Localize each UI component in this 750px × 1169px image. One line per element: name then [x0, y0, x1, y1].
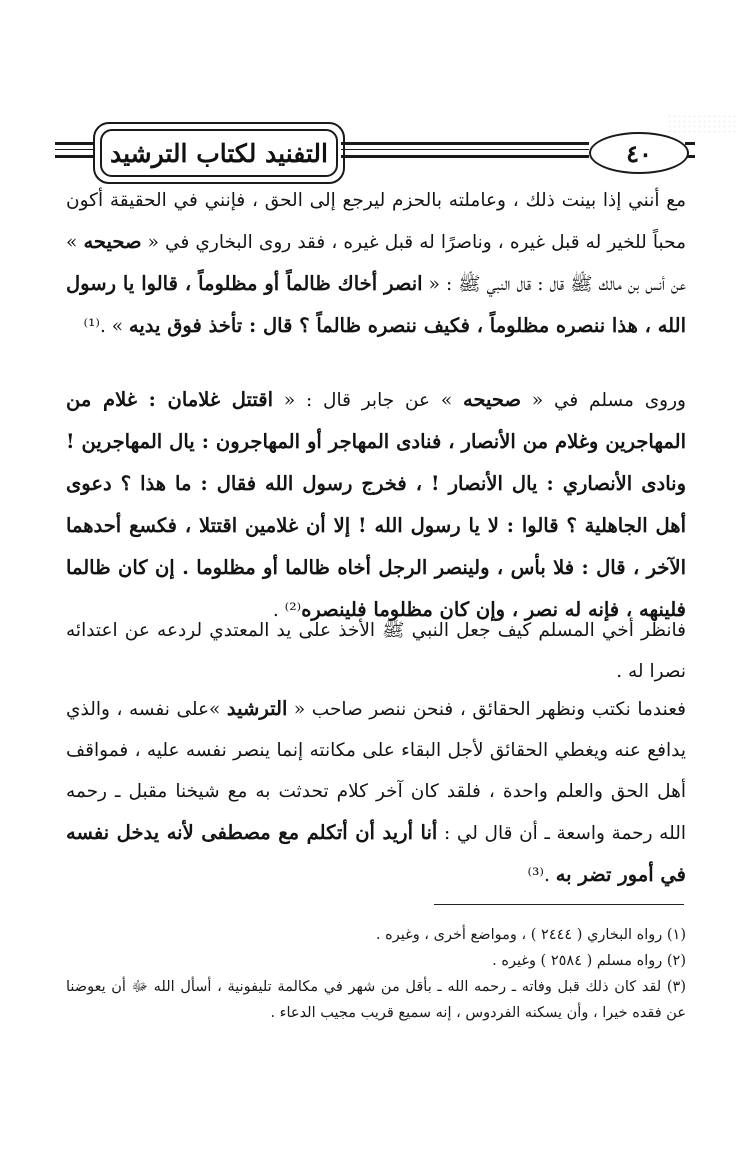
- paragraph-4: [66, 688, 686, 896]
- page-number-oval: [589, 132, 689, 174]
- p1-text: مع أنني إذا بينت ذلك ، وعاملته بالحزم ليرجع إلى الحق ، فإنني في الحقيقة أكون محباً للخير له قبل غيره ، وناصرًا له قبل غيره ، فقد روى البخاري في «: [66, 190, 686, 253]
- p2-footnote-ref: ⁽²⁾ .: [272, 600, 302, 621]
- title-frame-inner: [100, 129, 338, 177]
- scan-speckle: [667, 114, 737, 134]
- footnote-1: (١) رواه البخاري ( ٢٤٤٤ ) ، ومواضع أخرى ، وغيره .: [375, 927, 686, 943]
- footnote-3: (٣) لقد كان ذلك قبل وفاته ـ رحمه الله ـ بأقل من شهر في مكالمة تليفونية ، أسأل الله ﷻ أن يعوضنا عن فقده خيرا ، وأن يسكنه الفردوس ، إنه سميع قريب مجيب الدعاء .: [66, 979, 686, 1021]
- header-rule: [685, 142, 695, 145]
- p4-footnote-ref: .⁽³⁾: [527, 865, 556, 886]
- p2-text: وروى مسلم في «: [521, 390, 686, 411]
- p4-book-name: الترشيد: [226, 697, 288, 720]
- p2-text: » عن جابر قال : «: [273, 390, 463, 411]
- paragraph-2: [66, 379, 686, 631]
- paragraph-3: فانظر أخي المسلم كيف جعل النبي ﷺ الأخذ على يد المعتدي لردعه عن اعتدائه نصرا له .: [66, 620, 686, 682]
- header-rule: [55, 142, 93, 145]
- p2-source: صحيحه: [463, 388, 522, 411]
- footnotes: [66, 922, 686, 1026]
- header-rule: [341, 149, 589, 150]
- page-title: التفنيد لكتاب الترشيد: [109, 138, 328, 168]
- title-frame: [93, 122, 345, 184]
- header-rule: [341, 155, 589, 158]
- header-rule: [55, 149, 93, 150]
- p1-text: » عن أنس بن مالك ﷺ قال : قال النبي ﷺ : «: [66, 232, 686, 295]
- header-rule: [341, 142, 589, 145]
- p1-footnote-ref: » .⁽¹⁾: [83, 316, 129, 337]
- p1-hadith: انصر أخاك ظالماً أو مظلوماً ، قالوا يا رسول الله ، هذا ننصره مظلوماً ، فكيف ننصره ظالماً ؟ قال : تأخذ فوق يديه: [66, 272, 686, 337]
- p4-text: »على نفسه ، والذي يدافع عنه ويغطي الحقائق لأجل البقاء على مكانته إنما ينصر نفسه عليه ، فمواقف أهل الحق والعلم واحدة ، فلقد كان آخر كلام تحدثت به مع شيخنا مقبل ـ رحمه الله رحمة واسعة ـ أن قال لي :: [66, 699, 686, 844]
- header-rule: [55, 155, 93, 158]
- paragraph-1: [66, 180, 686, 347]
- p4-text: فعندما نكتب ونظهر الحقائق ، فنحن ننصر صاحب «: [287, 699, 686, 720]
- p2-hadith: اقتتل غلامان : غلام من المهاجرين وغلام من الأنصار ، فنادى المهاجر أو المهاجرون : يال المهاجرين ! ونادى الأنصاري : يال الأنصار ! ، فخرج رسول الله فقال : ما هذا ؟ دعوى أهل الجاهلية ؟ قالوا : لا يا رسول الله ! إلا أن غلامين اقتتلا ، فكسع أحدهما الآخر ، قال : فلا بأس ، ولينصر الرجل أخاه ظالما أو مظلوما . إن كان ظالما فلينهه ، فإنه له نصر ، وإن كان مظلوما فلينصره: [66, 388, 686, 621]
- page-number: ٤٠: [626, 138, 652, 168]
- p4-quote: أنا أريد أن أتكلم مع مصطفى لأنه يدخل نفسه في أمور تضر به: [66, 821, 686, 886]
- footnote-2: (٢) رواه مسلم ( ٢٥٨٤ ) وغيره .: [492, 953, 686, 969]
- footnote-separator: [434, 904, 684, 905]
- p1-source: صحيحه: [83, 230, 142, 253]
